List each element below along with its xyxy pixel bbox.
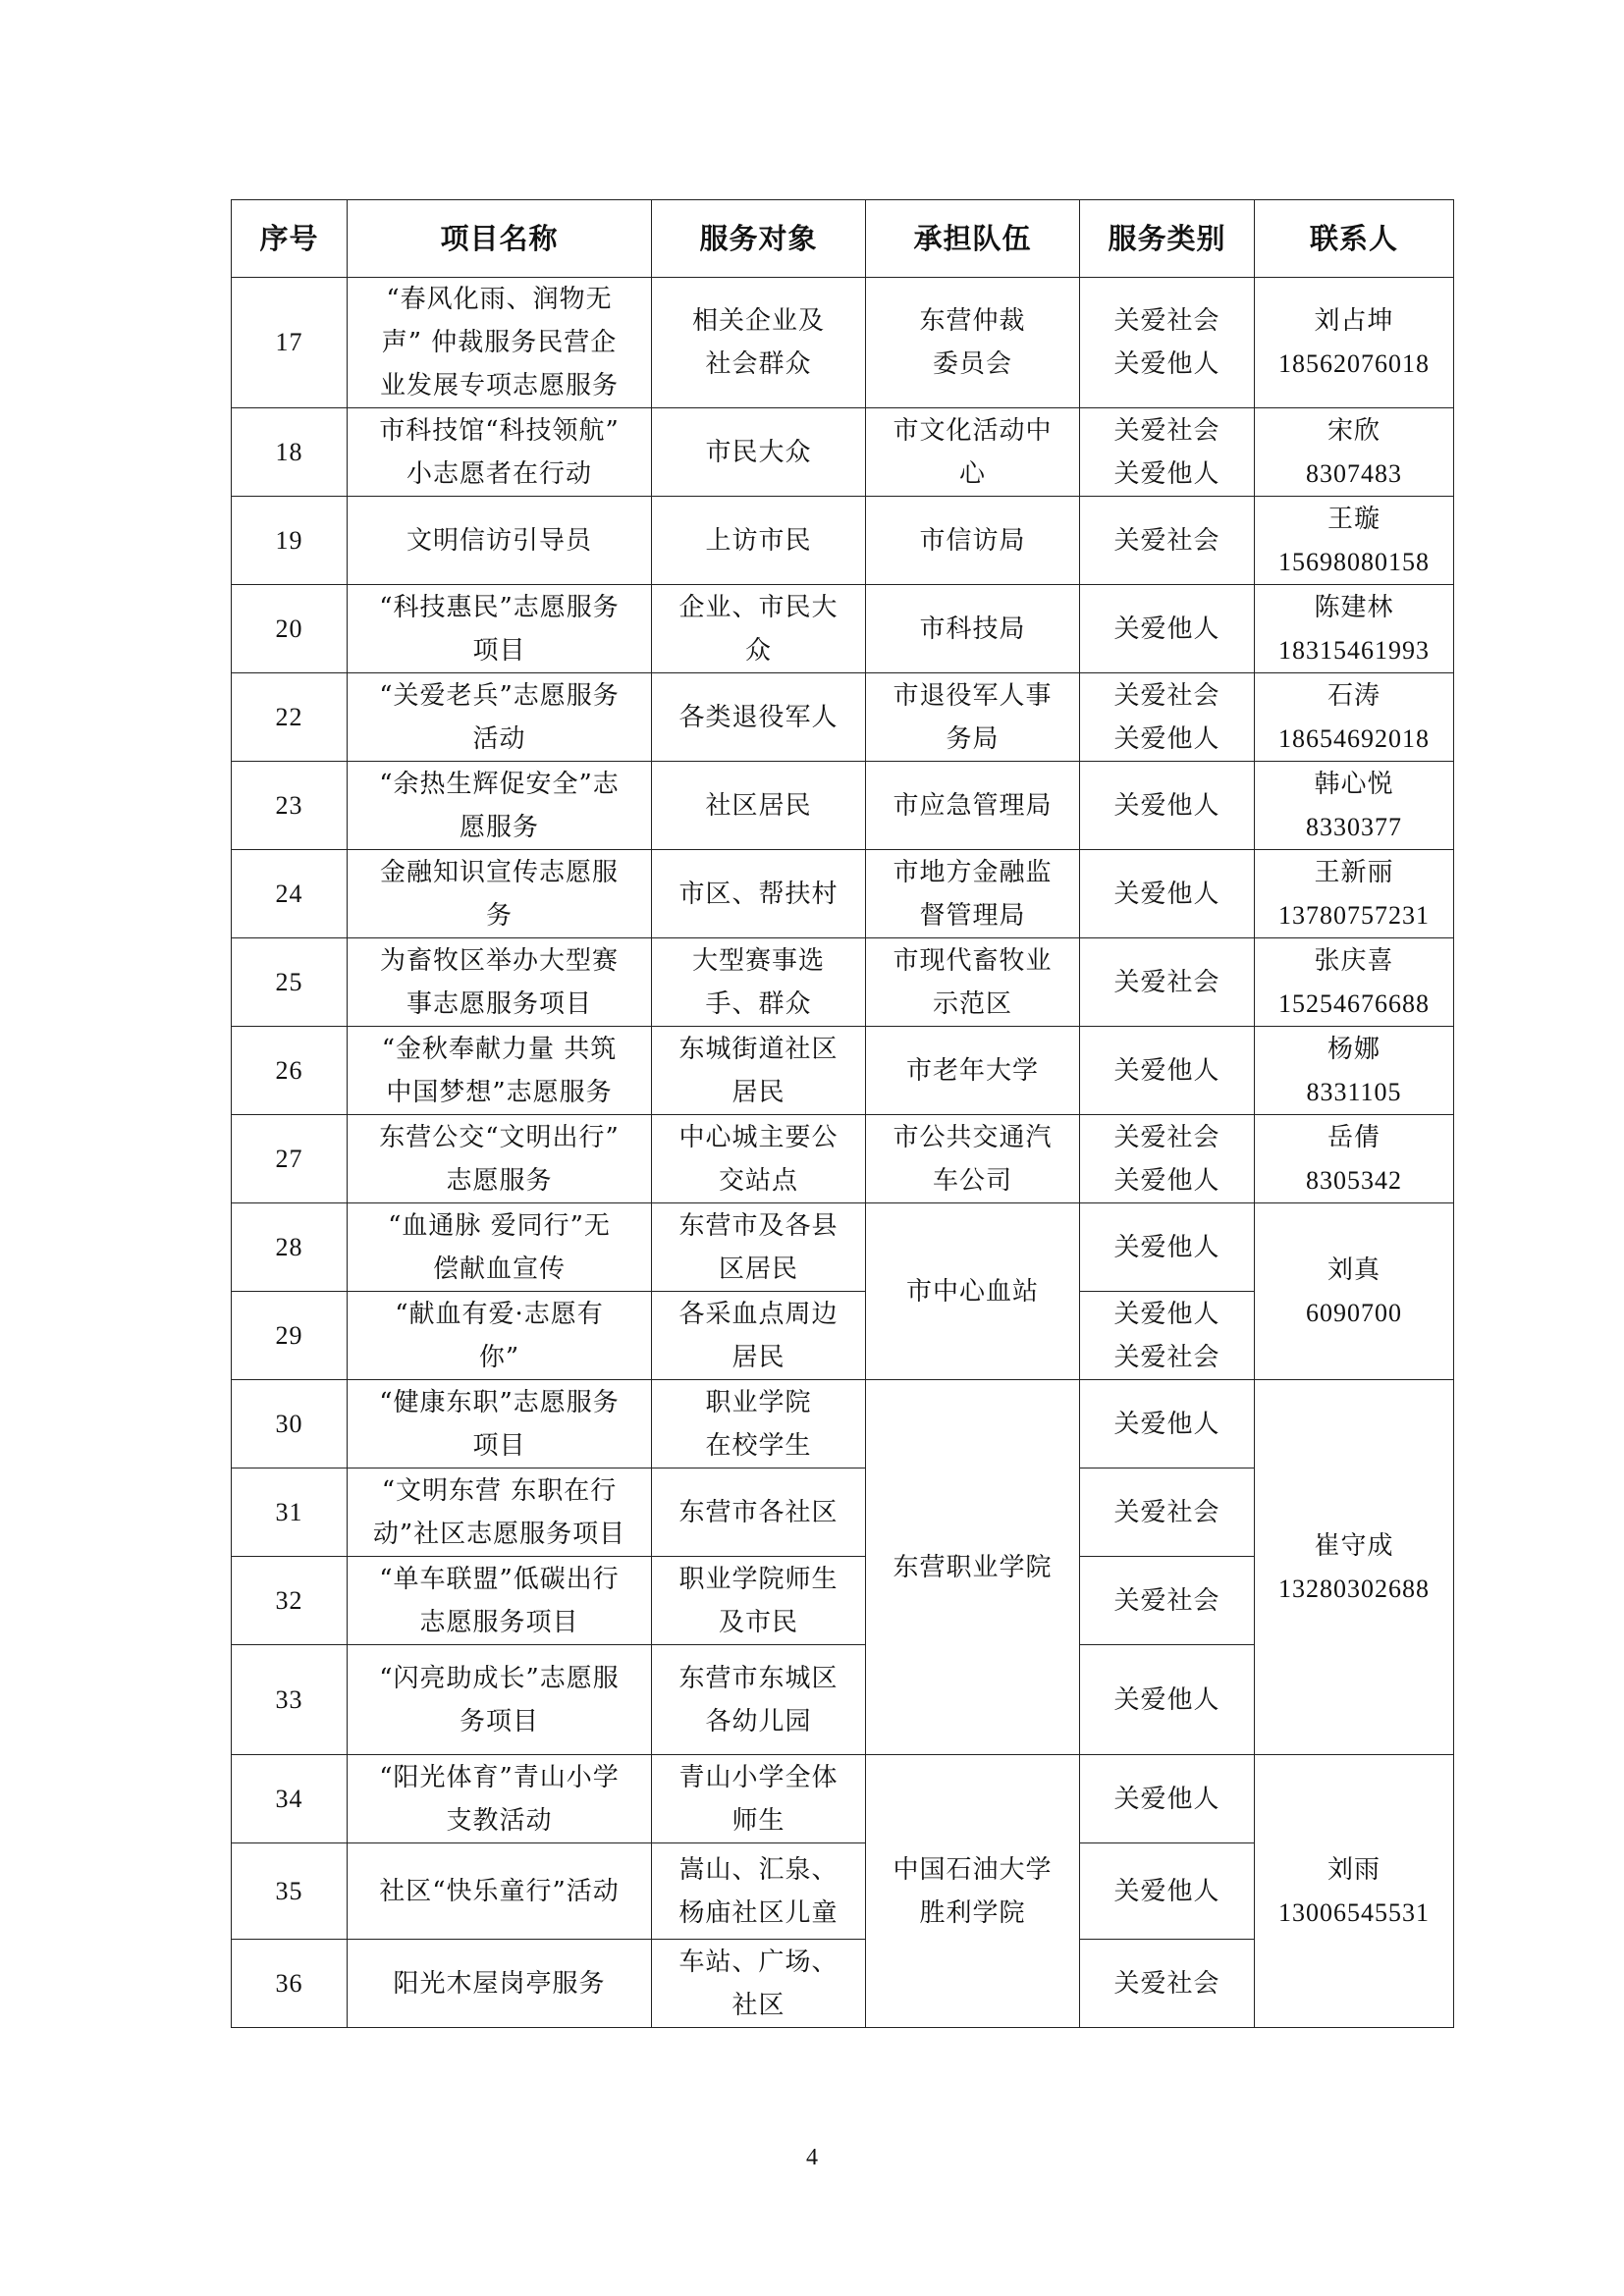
table-row bbox=[232, 408, 1454, 497]
cell-project-name-line: 为畜牧区举办大型赛 bbox=[379, 945, 619, 976]
cell-seq: 34 bbox=[232, 1755, 348, 1843]
cell-project-name-line: “关爱老兵”志愿服务 bbox=[379, 680, 620, 711]
cell-project-name bbox=[348, 1203, 652, 1292]
cell-contact-line: 13280302688 bbox=[1278, 1574, 1430, 1603]
cell-project-name bbox=[348, 278, 652, 408]
cell-category bbox=[1080, 673, 1255, 762]
cell-project-name bbox=[348, 1557, 652, 1645]
cell-category bbox=[1080, 850, 1255, 938]
cell-project-name-line: “春风化雨、润物无 bbox=[386, 285, 613, 314]
cell-project-name bbox=[348, 1292, 652, 1380]
cell-team-line: 示范区 bbox=[932, 988, 1012, 1019]
cell-service-target bbox=[652, 1027, 866, 1115]
cell-project-name bbox=[348, 1468, 652, 1557]
cell-contact bbox=[1255, 497, 1454, 585]
cell-project-name bbox=[348, 1843, 652, 1940]
volunteer-projects-table bbox=[231, 199, 1454, 2028]
cell-project-name-line: 支教活动 bbox=[446, 1805, 553, 1836]
cell-contact bbox=[1255, 938, 1454, 1027]
cell-project-name-line: “献血有爱·志愿有 bbox=[395, 1299, 604, 1329]
cell-project-name-line: “科技惠民”志愿服务 bbox=[379, 592, 620, 622]
cell-project-name-line: 市科技馆“科技领航” bbox=[379, 415, 620, 446]
cell-seq: 24 bbox=[232, 850, 348, 938]
cell-project-name bbox=[348, 1115, 652, 1203]
cell-category bbox=[1080, 938, 1255, 1027]
cell-service-target-line: 社会群众 bbox=[705, 349, 812, 379]
cell-contact bbox=[1255, 1203, 1454, 1380]
cell-contact bbox=[1255, 278, 1454, 408]
cell-project-name bbox=[348, 1027, 652, 1115]
cell-project-name bbox=[348, 762, 652, 850]
cell-contact-line: 15698080158 bbox=[1278, 547, 1430, 576]
cell-category-line: 关爱社会 bbox=[1113, 525, 1220, 556]
cell-service-target-line: 居民 bbox=[731, 1077, 785, 1107]
cell-project-name-line: “单车联盟”低碳出行 bbox=[379, 1564, 620, 1594]
cell-service-target bbox=[652, 585, 866, 673]
cell-service-target-line: 手、群众 bbox=[705, 988, 812, 1019]
cell-contact-line: 8330377 bbox=[1306, 812, 1402, 841]
cell-project-name-line: 志愿服务 bbox=[446, 1165, 553, 1196]
cell-contact-line: 6090700 bbox=[1306, 1298, 1402, 1327]
cell-team-line: 督管理局 bbox=[919, 900, 1026, 931]
cell-project-name-line: “金秋奉献力量 共筑 bbox=[381, 1034, 618, 1064]
cell-service-target-line: 东营市东城区 bbox=[678, 1663, 839, 1693]
cell-seq: 22 bbox=[232, 673, 348, 762]
cell-service-target bbox=[652, 1115, 866, 1203]
cell-contact-line: 13780757231 bbox=[1278, 900, 1430, 930]
table-row bbox=[232, 938, 1454, 1027]
cell-service-target-line: 企业、市民大 bbox=[678, 592, 839, 622]
cell-team bbox=[866, 408, 1080, 497]
cell-contact bbox=[1255, 1380, 1454, 1755]
cell-category bbox=[1080, 1027, 1255, 1115]
cell-seq: 29 bbox=[232, 1292, 348, 1380]
cell-team-line: 委员会 bbox=[932, 349, 1012, 379]
cell-service-target-line: 东营市及各县 bbox=[678, 1210, 839, 1241]
cell-team-line: 市现代畜牧业 bbox=[893, 945, 1053, 976]
cell-category bbox=[1080, 1843, 1255, 1940]
cell-contact-line: 18654692018 bbox=[1278, 723, 1430, 753]
cell-category bbox=[1080, 1755, 1255, 1843]
cell-seq: 20 bbox=[232, 585, 348, 673]
cell-contact-line: 18315461993 bbox=[1278, 635, 1430, 665]
cell-service-target bbox=[652, 762, 866, 850]
cell-contact-line: 刘雨 bbox=[1326, 1854, 1380, 1884]
cell-team bbox=[866, 1755, 1080, 2028]
cell-contact bbox=[1255, 1755, 1454, 2028]
cell-category-line: 关爱他人 bbox=[1113, 1684, 1220, 1715]
cell-service-target-line: 居民 bbox=[731, 1342, 785, 1372]
cell-service-target bbox=[652, 497, 866, 585]
cell-service-target-line: 市民大众 bbox=[705, 437, 812, 467]
cell-category-line: 关爱他人 bbox=[1113, 349, 1220, 379]
cell-service-target-line: 嵩山、汇泉、 bbox=[678, 1854, 839, 1885]
cell-category-line: 关爱社会 bbox=[1113, 680, 1220, 711]
cell-project-name-line: “文明东营 东职在行 bbox=[381, 1475, 618, 1506]
cell-category-line: 关爱他人 bbox=[1113, 723, 1220, 754]
cell-service-target bbox=[652, 1380, 866, 1468]
cell-service-target-line: 各采血点周边 bbox=[678, 1299, 839, 1329]
cell-contact-line: 陈建林 bbox=[1314, 592, 1394, 621]
cell-project-name-line: 务 bbox=[485, 900, 513, 931]
cell-seq: 28 bbox=[232, 1203, 348, 1292]
cell-contact-line: 15254676688 bbox=[1278, 988, 1430, 1018]
cell-team-line: 胜利学院 bbox=[919, 1897, 1026, 1928]
header-contact: 联系人 bbox=[1255, 200, 1454, 278]
cell-category-line: 关爱社会 bbox=[1113, 1497, 1220, 1527]
cell-seq: 33 bbox=[232, 1645, 348, 1755]
cell-contact-line: 8307483 bbox=[1306, 458, 1402, 488]
cell-service-target-line: 上访市民 bbox=[705, 525, 812, 556]
table-row bbox=[232, 497, 1454, 585]
cell-team-line: 心 bbox=[958, 458, 986, 489]
cell-service-target bbox=[652, 673, 866, 762]
header-category: 服务类别 bbox=[1080, 200, 1255, 278]
cell-category-line: 关爱他人 bbox=[1113, 1299, 1220, 1329]
cell-service-target-line: 社区居民 bbox=[705, 790, 812, 821]
cell-service-target-line: 东城街道社区 bbox=[678, 1034, 839, 1064]
table-row bbox=[232, 1115, 1454, 1203]
cell-project-name-line: 社区“快乐童行”活动 bbox=[379, 1876, 620, 1906]
cell-contact-line: 石涛 bbox=[1326, 680, 1380, 710]
cell-project-name bbox=[348, 850, 652, 938]
cell-category bbox=[1080, 1292, 1255, 1380]
cell-category-line: 关爱他人 bbox=[1113, 1055, 1220, 1086]
cell-service-target-line: 众 bbox=[744, 635, 772, 666]
cell-team bbox=[866, 585, 1080, 673]
table-row bbox=[232, 1380, 1454, 1468]
cell-project-name-line: 事志愿服务项目 bbox=[406, 988, 592, 1019]
cell-project-name-line: 志愿服务项目 bbox=[419, 1607, 579, 1637]
cell-contact bbox=[1255, 1115, 1454, 1203]
cell-project-name-line: 业发展专项志愿服务 bbox=[379, 371, 619, 400]
cell-team bbox=[866, 1027, 1080, 1115]
cell-contact bbox=[1255, 1027, 1454, 1115]
cell-team-line: 市退役军人事 bbox=[893, 680, 1053, 711]
cell-service-target bbox=[652, 1755, 866, 1843]
cell-service-target bbox=[652, 1843, 866, 1940]
cell-service-target-line: 交站点 bbox=[718, 1165, 798, 1196]
cell-team bbox=[866, 278, 1080, 408]
header-seq: 序号 bbox=[232, 200, 348, 278]
table-row bbox=[232, 278, 1454, 408]
cell-project-name-line: 动”社区志愿服务项目 bbox=[372, 1519, 626, 1549]
cell-category-line: 关爱他人 bbox=[1113, 879, 1220, 909]
cell-seq: 31 bbox=[232, 1468, 348, 1557]
cell-team bbox=[866, 497, 1080, 585]
table-row bbox=[232, 762, 1454, 850]
table-body bbox=[232, 278, 1454, 2028]
cell-team-line: 东营仲裁 bbox=[919, 306, 1026, 336]
cell-project-name-line: “闪亮助成长”志愿服 bbox=[379, 1663, 620, 1693]
cell-service-target bbox=[652, 408, 866, 497]
cell-project-name-line: “血通脉 爱同行”无 bbox=[388, 1210, 611, 1241]
cell-project-name-line: 小志愿者在行动 bbox=[406, 458, 592, 489]
table-row bbox=[232, 1755, 1454, 1843]
cell-project-name-line: 声” 仲裁服务民营企 bbox=[381, 328, 618, 357]
cell-service-target-line: 中心城主要公 bbox=[678, 1122, 839, 1152]
cell-team-line: 市科技局 bbox=[919, 614, 1026, 644]
cell-service-target bbox=[652, 1645, 866, 1755]
cell-category-line: 关爱社会 bbox=[1113, 1585, 1220, 1616]
cell-category-line: 关爱社会 bbox=[1113, 1968, 1220, 1999]
cell-contact-line: 18562076018 bbox=[1278, 349, 1430, 378]
cell-category-line: 关爱社会 bbox=[1113, 1122, 1220, 1152]
cell-team bbox=[866, 938, 1080, 1027]
cell-category bbox=[1080, 1115, 1255, 1203]
cell-project-name-line: 金融知识宣传志愿服 bbox=[379, 857, 619, 887]
cell-service-target-line: 师生 bbox=[731, 1805, 785, 1836]
cell-team-line: 市地方金融监 bbox=[893, 857, 1053, 887]
cell-project-name-line: 项目 bbox=[472, 635, 526, 666]
cell-category bbox=[1080, 1557, 1255, 1645]
cell-team-line: 市中心血站 bbox=[905, 1276, 1039, 1307]
cell-service-target-line: 相关企业及 bbox=[691, 306, 825, 336]
cell-project-name-line: “余热生辉促安全”志 bbox=[379, 769, 620, 799]
cell-contact-line: 8305342 bbox=[1306, 1165, 1402, 1195]
cell-category bbox=[1080, 585, 1255, 673]
cell-category bbox=[1080, 497, 1255, 585]
cell-seq: 18 bbox=[232, 408, 348, 497]
cell-category bbox=[1080, 762, 1255, 850]
header-team: 承担队伍 bbox=[866, 200, 1080, 278]
cell-category-line: 关爱社会 bbox=[1113, 967, 1220, 997]
table-header-row bbox=[232, 200, 1454, 278]
table-row bbox=[232, 585, 1454, 673]
cell-category bbox=[1080, 1380, 1255, 1468]
cell-service-target-line: 在校学生 bbox=[705, 1430, 812, 1461]
cell-seq: 17 bbox=[232, 278, 348, 408]
cell-service-target-line: 及市民 bbox=[718, 1607, 798, 1637]
cell-project-name-line: 务项目 bbox=[459, 1706, 539, 1736]
cell-project-name-line: 愿服务 bbox=[459, 812, 539, 842]
cell-project-name-line: 东营公交“文明出行” bbox=[379, 1122, 620, 1152]
cell-service-target bbox=[652, 1468, 866, 1557]
cell-contact bbox=[1255, 673, 1454, 762]
cell-team bbox=[866, 850, 1080, 938]
cell-service-target bbox=[652, 1203, 866, 1292]
cell-team-line: 东营职业学院 bbox=[893, 1552, 1053, 1582]
table-row bbox=[232, 1027, 1454, 1115]
cell-seq: 30 bbox=[232, 1380, 348, 1468]
cell-team-line: 市文化活动中 bbox=[893, 415, 1053, 446]
cell-contact-line: 宋欣 bbox=[1326, 415, 1380, 445]
cell-team-line: 务局 bbox=[946, 723, 1000, 754]
cell-project-name bbox=[348, 585, 652, 673]
cell-category-line: 关爱他人 bbox=[1113, 1232, 1220, 1262]
cell-service-target bbox=[652, 850, 866, 938]
cell-category-line: 关爱他人 bbox=[1113, 614, 1220, 644]
cell-category bbox=[1080, 1645, 1255, 1755]
cell-contact-line: 张庆喜 bbox=[1314, 945, 1394, 975]
cell-project-name bbox=[348, 1380, 652, 1468]
cell-contact bbox=[1255, 408, 1454, 497]
cell-team-line: 车公司 bbox=[932, 1165, 1012, 1196]
header-project-name: 项目名称 bbox=[348, 200, 652, 278]
cell-service-target-line: 社区 bbox=[731, 1990, 785, 2020]
cell-team-line: 市老年大学 bbox=[905, 1055, 1039, 1086]
cell-project-name bbox=[348, 1645, 652, 1755]
cell-category-line: 关爱他人 bbox=[1113, 1876, 1220, 1906]
cell-project-name-line: 文明信访引导员 bbox=[406, 525, 592, 556]
cell-service-target-line: 市区、帮扶村 bbox=[678, 879, 839, 909]
cell-seq: 35 bbox=[232, 1843, 348, 1940]
cell-team bbox=[866, 1380, 1080, 1755]
cell-team-line: 市公共交通汽 bbox=[893, 1122, 1053, 1152]
cell-team-line: 市信访局 bbox=[919, 525, 1026, 556]
cell-project-name-line: 中国梦想”志愿服务 bbox=[386, 1077, 613, 1107]
cell-category bbox=[1080, 1940, 1255, 2028]
cell-project-name bbox=[348, 497, 652, 585]
cell-seq: 32 bbox=[232, 1557, 348, 1645]
cell-category bbox=[1080, 1468, 1255, 1557]
cell-project-name-line: 偿献血宣传 bbox=[432, 1254, 566, 1284]
cell-service-target bbox=[652, 1940, 866, 2028]
cell-contact-line: 王新丽 bbox=[1314, 857, 1394, 886]
cell-category bbox=[1080, 408, 1255, 497]
cell-team-line: 中国石油大学 bbox=[893, 1854, 1053, 1885]
cell-service-target-line: 职业学院师生 bbox=[678, 1564, 839, 1594]
cell-contact bbox=[1255, 585, 1454, 673]
cell-contact-line: 刘真 bbox=[1326, 1255, 1380, 1284]
cell-category-line: 关爱社会 bbox=[1113, 415, 1220, 446]
cell-seq: 25 bbox=[232, 938, 348, 1027]
cell-team bbox=[866, 762, 1080, 850]
cell-service-target-line: 职业学院 bbox=[705, 1387, 812, 1417]
cell-service-target-line: 大型赛事选 bbox=[691, 945, 825, 976]
cell-service-target-line: 东营市各社区 bbox=[678, 1497, 839, 1527]
cell-service-target-line: 各类退役军人 bbox=[678, 702, 839, 732]
table-row bbox=[232, 1203, 1454, 1292]
cell-team bbox=[866, 1203, 1080, 1380]
cell-seq: 26 bbox=[232, 1027, 348, 1115]
cell-category-line: 关爱他人 bbox=[1113, 1409, 1220, 1439]
cell-service-target-line: 车站、广场、 bbox=[678, 1947, 839, 1977]
cell-contact-line: 杨娜 bbox=[1326, 1034, 1380, 1063]
cell-category-line: 关爱他人 bbox=[1113, 790, 1220, 821]
cell-contact bbox=[1255, 850, 1454, 938]
cell-seq: 36 bbox=[232, 1940, 348, 2028]
cell-category-line: 关爱他人 bbox=[1113, 1784, 1220, 1814]
cell-project-name-line: “阳光体育”青山小学 bbox=[379, 1762, 620, 1792]
cell-category-line: 关爱社会 bbox=[1113, 1342, 1220, 1372]
cell-category-line: 关爱他人 bbox=[1113, 458, 1220, 489]
cell-project-name-line: 阳光木屋岗亭服务 bbox=[393, 1968, 606, 1999]
cell-service-target bbox=[652, 1557, 866, 1645]
cell-service-target bbox=[652, 278, 866, 408]
cell-contact-line: 刘占坤 bbox=[1314, 306, 1394, 335]
cell-team bbox=[866, 673, 1080, 762]
cell-project-name-line: 活动 bbox=[472, 723, 526, 754]
cell-service-target-line: 杨庙社区儿童 bbox=[678, 1897, 839, 1928]
cell-contact-line: 韩心悦 bbox=[1314, 769, 1394, 798]
table-row bbox=[232, 850, 1454, 938]
cell-project-name-line: “健康东职”志愿服务 bbox=[379, 1387, 620, 1417]
cell-category bbox=[1080, 1203, 1255, 1292]
cell-project-name-line: 你” bbox=[478, 1342, 520, 1372]
cell-seq: 23 bbox=[232, 762, 348, 850]
cell-contact bbox=[1255, 762, 1454, 850]
cell-project-name bbox=[348, 1940, 652, 2028]
cell-service-target-line: 区居民 bbox=[718, 1254, 798, 1284]
cell-service-target bbox=[652, 1292, 866, 1380]
table-row bbox=[232, 673, 1454, 762]
cell-team bbox=[866, 1115, 1080, 1203]
cell-category-line: 关爱他人 bbox=[1113, 1165, 1220, 1196]
cell-seq: 27 bbox=[232, 1115, 348, 1203]
cell-contact-line: 王璇 bbox=[1326, 504, 1380, 533]
cell-contact-line: 崔守成 bbox=[1314, 1530, 1394, 1560]
cell-project-name bbox=[348, 673, 652, 762]
cell-seq: 19 bbox=[232, 497, 348, 585]
page-number: 4 bbox=[806, 2145, 818, 2170]
header-service-target: 服务对象 bbox=[652, 200, 866, 278]
cell-project-name bbox=[348, 408, 652, 497]
cell-service-target-line: 各幼儿园 bbox=[705, 1706, 812, 1736]
cell-service-target bbox=[652, 938, 866, 1027]
cell-category-line: 关爱社会 bbox=[1113, 306, 1220, 336]
cell-contact-line: 岳倩 bbox=[1326, 1122, 1380, 1151]
cell-service-target-line: 青山小学全体 bbox=[678, 1762, 839, 1792]
cell-contact-line: 8331105 bbox=[1306, 1077, 1402, 1106]
cell-project-name-line: 项目 bbox=[472, 1430, 526, 1461]
cell-team-line: 市应急管理局 bbox=[893, 790, 1053, 821]
cell-contact-line: 13006545531 bbox=[1278, 1897, 1430, 1927]
cell-project-name bbox=[348, 1755, 652, 1843]
cell-project-name bbox=[348, 938, 652, 1027]
cell-category bbox=[1080, 278, 1255, 408]
